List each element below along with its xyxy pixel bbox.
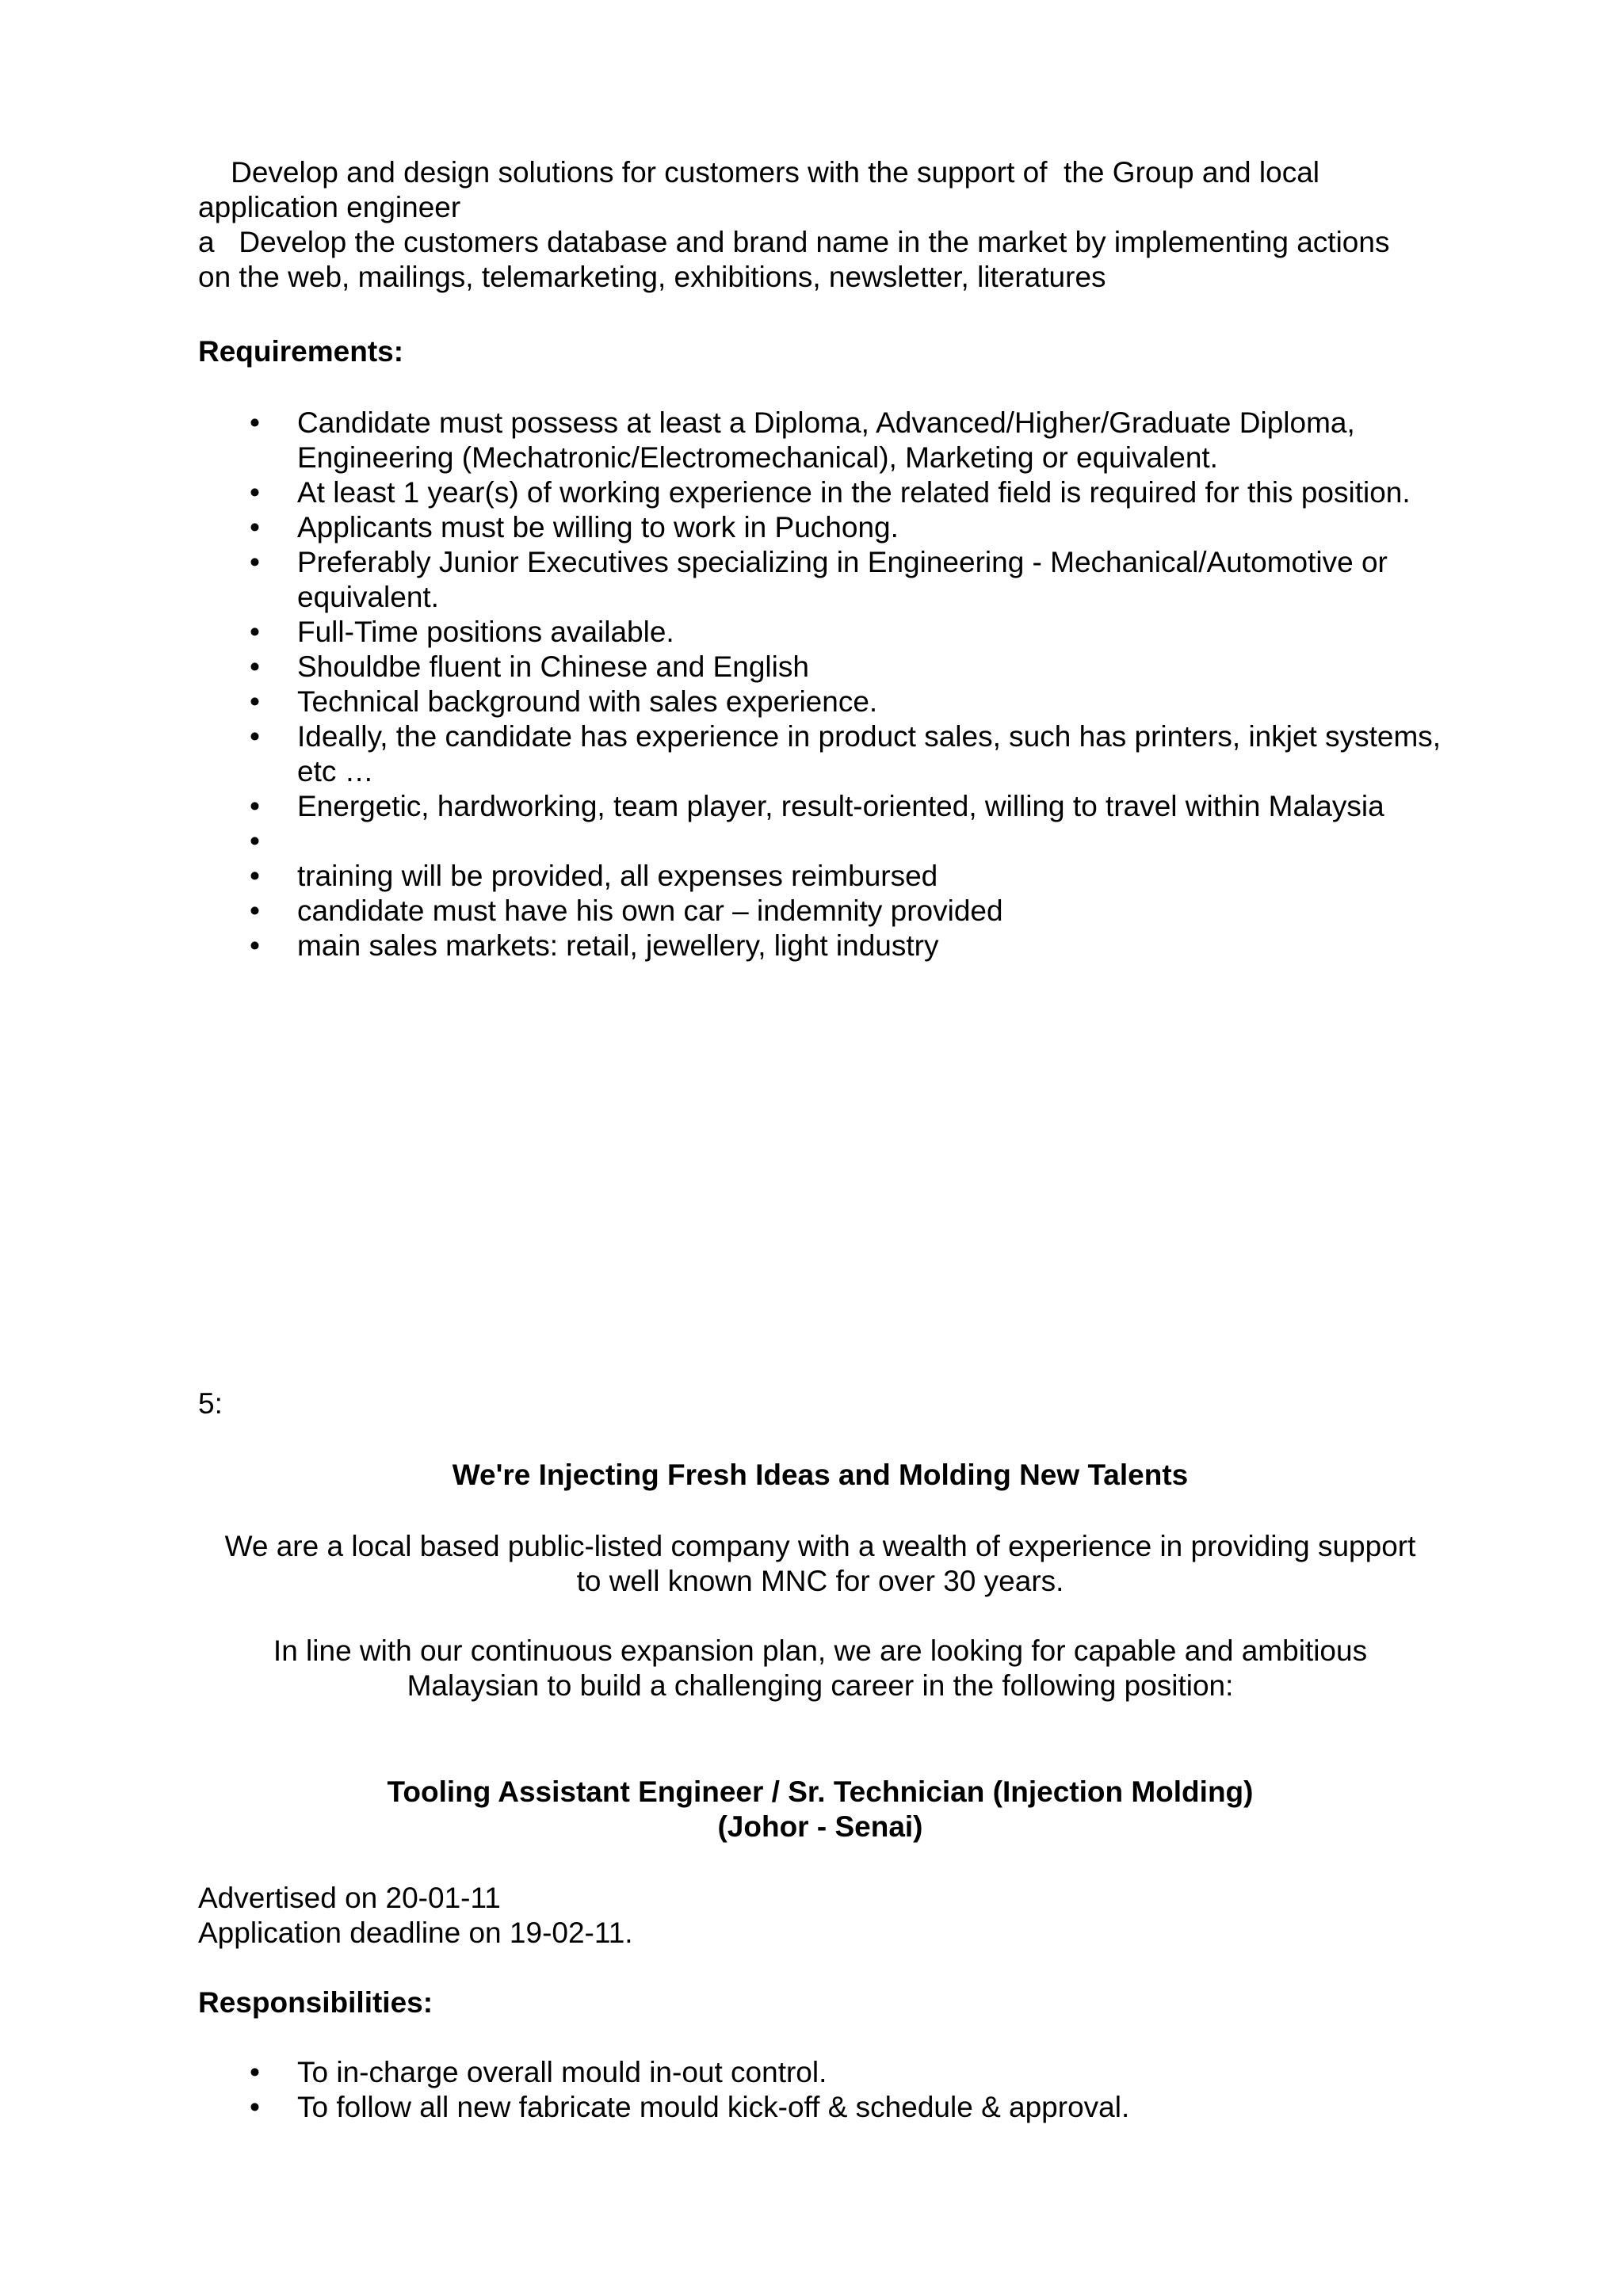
list-item-text: Applicants must be willing to work in Puchong. bbox=[297, 511, 899, 543]
bullet-marker: • bbox=[250, 2056, 260, 2088]
list-item bbox=[198, 615, 1442, 650]
position-title bbox=[198, 1775, 1442, 1844]
intro-line: on the web, mailings, telemarketing, exhibitions, newsletter, literatures bbox=[198, 261, 1106, 293]
list-item bbox=[198, 719, 1442, 789]
responsibilities-heading: Responsibilities: bbox=[198, 1986, 433, 2019]
bullet-marker: • bbox=[250, 720, 260, 753]
list-item-text: Technical background with sales experience. bbox=[297, 685, 878, 718]
list-item bbox=[198, 2090, 1442, 2125]
intro-line: a Develop the customers database and brand name in the market by implementing actions bbox=[198, 226, 1390, 258]
list-item bbox=[198, 2055, 1442, 2090]
company-description-line: to well known MNC for over 30 years. bbox=[576, 1565, 1064, 1597]
intro-paragraph bbox=[198, 155, 1442, 295]
ad-dates bbox=[198, 1881, 1442, 1951]
bullet-marker: • bbox=[250, 2091, 260, 2123]
list-item-text: main sales markets: retail, jewellery, light industry bbox=[297, 929, 939, 962]
bullet-marker: • bbox=[250, 546, 260, 578]
list-item-text: At least 1 year(s) of working experience in the related field is required for this position. bbox=[297, 476, 1411, 509]
bullet-marker: • bbox=[250, 894, 260, 927]
bullet-marker: • bbox=[250, 825, 260, 857]
section-number: 5: bbox=[198, 1387, 223, 1420]
expansion-line: In line with our continuous expansion plan, we are looking for capable and ambitious bbox=[273, 1634, 1368, 1667]
responsibilities-list bbox=[198, 2055, 1442, 2125]
expansion-statement bbox=[198, 1634, 1442, 1703]
application-deadline: Application deadline on 19-02-11. bbox=[198, 1917, 633, 1949]
list-item-text: Shouldbe fluent in Chinese and English bbox=[297, 650, 809, 683]
list-item bbox=[198, 545, 1442, 615]
list-item bbox=[198, 406, 1442, 475]
intro-line: application engineer bbox=[198, 191, 461, 223]
list-item bbox=[198, 789, 1442, 824]
list-item bbox=[198, 929, 1442, 963]
advertised-date: Advertised on 20-01-11 bbox=[198, 1882, 501, 1914]
list-item-text: candidate must have his own car – indemnity provided bbox=[297, 894, 1003, 927]
list-item bbox=[198, 894, 1442, 929]
document-page bbox=[198, 0, 1442, 2296]
list-item-text: Ideally, the candidate has experience in product sales, such has printers, inkjet systems, etc … bbox=[297, 720, 1442, 788]
bullet-marker: • bbox=[250, 650, 260, 683]
company-description-line: We are a local based public-listed company with a wealth of experience in providing support bbox=[224, 1530, 1416, 1562]
list-item bbox=[198, 475, 1442, 510]
list-item-text: To follow all new fabricate mould kick-off & schedule & approval. bbox=[297, 2091, 1130, 2123]
bullet-marker: • bbox=[250, 685, 260, 718]
intro-line: Develop and design solutions for customers with the support of the Group and local bbox=[198, 156, 1320, 189]
list-item-text: Candidate must possess at least a Diploma, Advanced/Higher/Graduate Diploma, Engineering (Mechatronic/Electromechanical), Marketing or equivalent. bbox=[297, 406, 1355, 474]
bullet-marker: • bbox=[250, 790, 260, 822]
expansion-line: Malaysian to build a challenging career in the following position: bbox=[407, 1669, 1234, 1702]
list-item-text: To in-charge overall mould in-out control. bbox=[297, 2056, 827, 2088]
ad-headline: We're Injecting Fresh Ideas and Molding New Talents bbox=[452, 1459, 1189, 1491]
list-item-text: Energetic, hardworking, team player, result-oriented, willing to travel within Malaysia bbox=[297, 790, 1384, 822]
bullet-marker: • bbox=[250, 616, 260, 648]
list-item-empty bbox=[198, 824, 1442, 859]
list-item bbox=[198, 650, 1442, 685]
bullet-marker: • bbox=[250, 406, 260, 439]
bullet-marker: • bbox=[250, 860, 260, 892]
list-item-text: Preferably Junior Executives specializing in Engineering - Mechanical/Automotive or equivalent. bbox=[297, 546, 1388, 613]
list-item-text: training will be provided, all expenses reimbursed bbox=[297, 860, 938, 892]
list-item bbox=[198, 510, 1442, 545]
position-title-line: Tooling Assistant Engineer / Sr. Technician (Injection Molding) bbox=[387, 1775, 1254, 1808]
list-item-text: Full-Time positions available. bbox=[297, 616, 674, 648]
requirements-list bbox=[198, 406, 1442, 963]
list-item bbox=[198, 859, 1442, 894]
bullet-marker: • bbox=[250, 511, 260, 543]
requirements-heading: Requirements: bbox=[198, 335, 404, 368]
list-item bbox=[198, 685, 1442, 719]
bullet-marker: • bbox=[250, 476, 260, 509]
position-location: (Johor - Senai) bbox=[717, 1810, 923, 1843]
company-description bbox=[198, 1529, 1442, 1599]
bullet-marker: • bbox=[250, 929, 260, 962]
